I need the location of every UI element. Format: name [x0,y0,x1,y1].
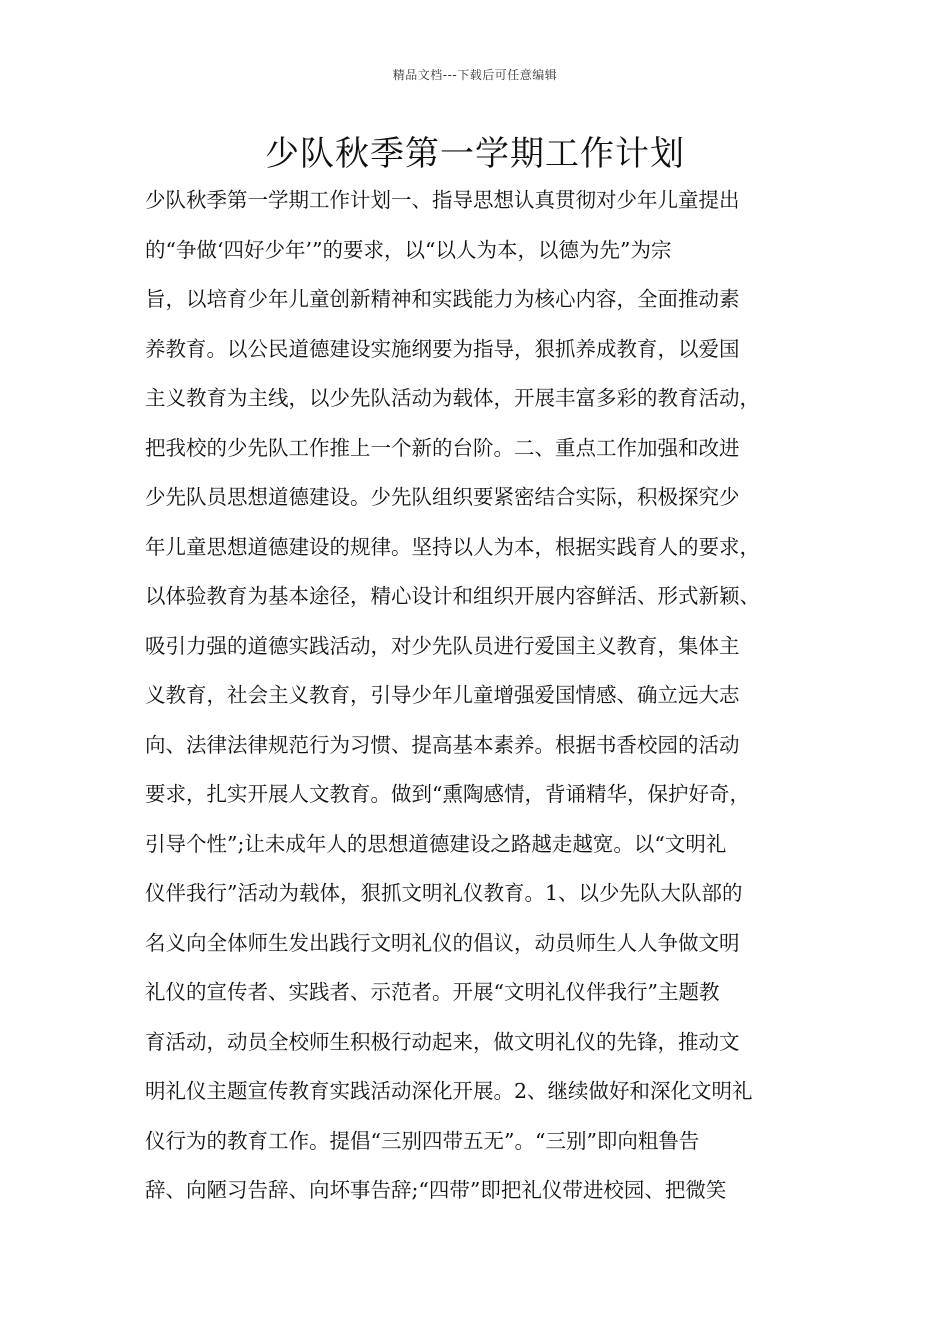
body-line: 仪伴我行”活动为载体，狠抓文明礼仪教育。1、以少先队大队部的 [145,881,743,905]
body-line: 育活动，动员全校师生积极行动起来，做文明礼仪的先锋，推动文 [145,1029,740,1054]
body-line: 向、法律法律规范行为习惯、提高基本素养。根据书香校园的活动 [145,732,740,757]
body-line: 名义向全体师生发出践行文明礼仪的倡议，动员师生人人争做文明 [145,930,740,955]
body-line: 吸引力强的道德实践活动，对少先队员进行爱国主义教育，集体主 [145,633,740,658]
body-line: 引导个性”;让未成年人的思想道德建设之路越走越宽。以“文明礼 [145,831,727,856]
body-line: 以体验教育为基本途径，精心设计和组织开展内容鲜活、形式新颖、 [145,584,760,608]
body-line: 礼仪的宣传者、实践者、示范者。开展“文明礼仪伴我行”主题教 [145,980,720,1004]
body-line: 把我校的少先队工作推上一个新的台阶。二、重点工作加强和改进 [145,435,740,460]
body-line: 养教育。以公民道德建设实施纲要为指导，狠抓养成教育，以爱国 [145,336,740,361]
body-line: 义教育，社会主义教育，引导少年儿童增强爱国情感、确立远大志 [145,683,740,707]
body-line: 旨，以培育少年儿童创新精神和实践能力为核心内容，全面推动素 [145,287,740,311]
document-title: 少队秋季第一学期工作计划 [265,134,685,174]
body-line: 明礼仪主题宣传教育实践活动深化开展。2、继续做好和深化文明礼 [145,1079,753,1103]
body-line: 少先队员思想道德建设。少先队组织要紧密结合实际，积极探究少 [145,485,740,509]
body-line: 仪行为的教育工作。提倡“三别四带五无”。“三别”即向粗鲁告 [145,1128,700,1153]
body-line: 的“争做‘四好少年’”的要求，以“以人为本，以德为先”为宗 [145,237,672,262]
header-note: 精品文档---下载后可任意编辑 [392,68,558,82]
body-line: 辞、向陋习告辞、向坏事告辞;“四带”即把礼仪带进校园、把微笑 [145,1178,727,1202]
body-line: 要求，扎实开展人文教育。做到“熏陶感情，背诵精华，保护好奇， [145,782,750,806]
body-text [145,176,815,1216]
body-line: 主义教育为主线，以少先队活动为载体，开展丰富多彩的教育活动， [145,386,760,410]
body-line: 年儿童思想道德建设的规律。坚持以人为本，根据实践育人的要求， [145,534,760,559]
body-line: 少队秋季第一学期工作计划一、指导思想认真贯彻对少年儿童提出 [145,188,740,212]
